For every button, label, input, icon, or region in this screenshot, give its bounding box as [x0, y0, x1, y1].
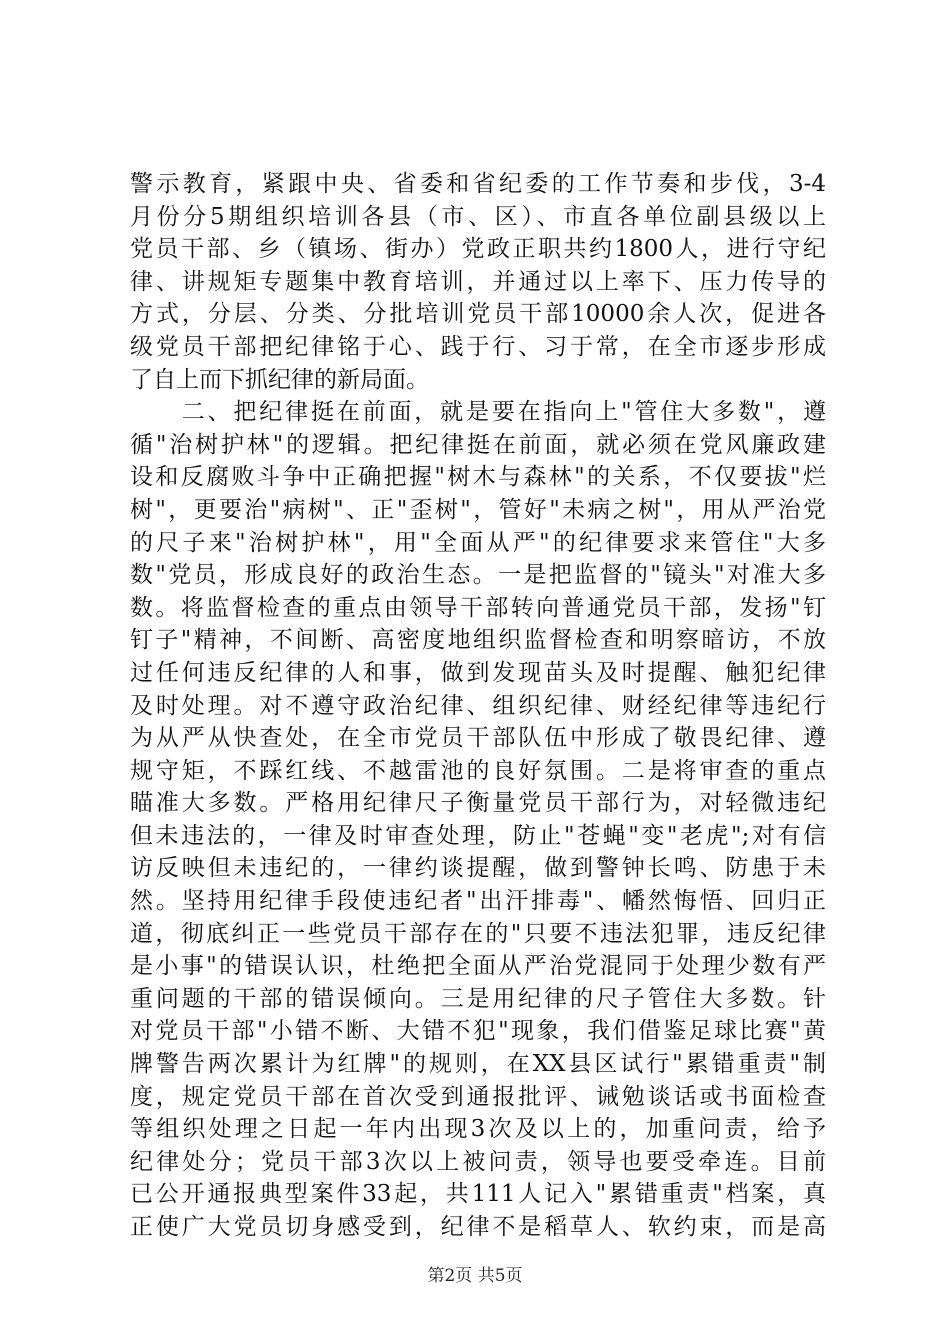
text-line: 是小事"的错误认识，杜绝把全面从严治党混同于处理少数有严 [130, 953, 826, 980]
text-line: 规守矩，不踩红线、不越雷池的良好氛围。二是将审查的重点 [130, 757, 826, 784]
text-line: 警示教育，紧跟中央、省委和省纪委的工作节奏和步伐，3-4 [130, 171, 826, 197]
text-line: 树"，更要治"病树"、正"歪树"，管好"未病之树"，用从严治党 [130, 496, 826, 523]
text-line: 设和反腐败斗争中正确把握"树木与森林"的关系，不仅要拔"烂 [130, 464, 826, 491]
text-line: 钉子"精神，不间断、高密度地组织监督检查和明察暗访，不放 [130, 627, 826, 654]
text-line: 纪律处分；党员干部3次以上被问责，领导也要受牵连。目前 [130, 1148, 826, 1175]
text-line: 但未违法的，一律及时审查处理，防止"苍蝇"变"老虎";对有信 [130, 822, 826, 849]
text-line: 数。将监督检查的重点由领导干部转向普通党员干部，发扬"钉 [130, 594, 826, 621]
text-line: 对党员干部"小错不断、大错不犯"现象，我们借鉴足球比赛"黄 [130, 1018, 826, 1045]
text-line: 及时处理。对不遵守政治纪律、组织纪律、财经纪律等违纪行 [130, 692, 826, 719]
text-line: 然。坚持用纪律手段使违纪者"出汗排毒"、幡然悔悟、回归正 [130, 888, 826, 915]
text-line: 的尺子来"治树护林"，用"全面从严"的纪律要求来管住"大多 [130, 529, 826, 556]
text-line: 重问题的干部的错误倾向。三是用纪律的尺子管住大多数。针 [130, 985, 826, 1012]
text-line: 二、把纪律挺在前面，就是要在指向上"管住大多数"，遵 [130, 399, 826, 426]
text-line: 律、讲规矩专题集中教育培训，并通过以上率下、压力传导的 [130, 268, 826, 295]
text-line: 牌警告两次累计为红牌"的规则，在XX县区试行"累错重责"制 [130, 1051, 826, 1078]
page-footer: 第2页 共5页 [427, 1266, 523, 1286]
text-line: 等组织处理之日起一年内出现3次及以上的，加重问责，给予 [130, 1116, 826, 1143]
text-line: 过任何违反纪律的人和事，做到发现苗头及时提醒、触犯纪律 [130, 659, 826, 686]
body-text [130, 168, 826, 1244]
text-line: 数"党员，形成良好的政治生态。一是把监督的"镜头"对准大多 [130, 562, 826, 589]
text-line: 级党员干部把纪律铭于心、践于行、习于常，在全市逐步形成 [130, 333, 826, 360]
text-line: 方式，分层、分类、分批培训党员干部10000余人次，促进各 [130, 301, 826, 328]
text-line: 了自上而下抓纪律的新局面。 [130, 366, 429, 393]
text-line: 道，彻底纠正一些党员干部存在的"只要不违法犯罪，违反纪律 [130, 920, 826, 947]
text-line: 循"治树护林"的逻辑。把纪律挺在前面，就必须在党风廉政建 [130, 431, 826, 458]
text-line: 党员干部、乡（镇场、街办）党政正职共约1800人，进行守纪 [130, 236, 826, 263]
text-line: 瞄准大多数。严格用纪律尺子衡量党员干部行为，对轻微违纪 [130, 790, 826, 817]
text-line: 月份分5期组织培训各县（市、区）、市直各单位副县级以上 [130, 203, 826, 230]
text-line: 正使广大党员切身感受到，纪律不是稻草人、软约束，而是高 [130, 1214, 826, 1240]
text-line: 访反映但未违纪的，一律约谈提醒，做到警钟长鸣、防患于未 [130, 855, 826, 882]
text-line: 为从严从快查处，在全市党员干部队伍中形成了敬畏纪律、遵 [130, 725, 826, 752]
text-line: 已公开通报典型案件33起，共111人记入"累错重责"档案，真 [130, 1181, 826, 1208]
text-line: 度，规定党员干部在首次受到通报批评、诫勉谈话或书面检查 [130, 1083, 826, 1110]
